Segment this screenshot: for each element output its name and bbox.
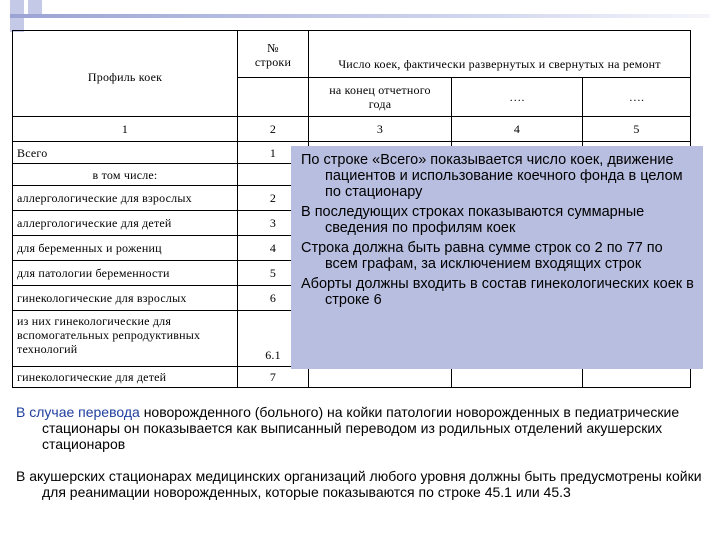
row-number: 5 <box>238 261 309 286</box>
col-number-5: 5 <box>583 117 691 142</box>
table-row: Всего <box>13 142 238 164</box>
row-number: 1 <box>238 142 309 164</box>
note-item: В последующих строках показываются суммарные сведения по профилям коек <box>301 204 645 236</box>
row-number: 7 <box>238 367 309 388</box>
table-row: гинекологические для детей <box>13 367 238 388</box>
table-row: для беременных и рожениц <box>13 236 238 261</box>
col-number-1: 1 <box>13 117 238 142</box>
table-row: гинекологические для взрослых <box>13 286 238 311</box>
transfer-highlight: В случае перевода <box>16 404 140 420</box>
row-number: 3 <box>238 211 309 236</box>
transfer-text: новорожденного (больного) на койки патологии новорожденных в педиатрические стационары он показывается как выписанный переводом из родильных отделений акушерских стационаров <box>42 404 680 452</box>
transfer-paragraph <box>16 404 706 452</box>
table-row: для патологии беременности <box>13 261 238 286</box>
row-number: 2 <box>238 186 309 211</box>
header-row-number-cont <box>238 78 309 117</box>
decor-square-1 <box>10 0 24 14</box>
resuscitation-paragraph: В акушерских стационарах медицинских организаций любого уровня должны быть предусмотрены койки для реанимации новорожденных, которые показываются по строке 45.1 или 45.3 <box>16 468 702 500</box>
col-number-2: 2 <box>238 117 309 142</box>
row-number: 6.1 <box>238 311 309 367</box>
instruction-note <box>291 146 703 369</box>
header-col5: …. <box>583 78 691 117</box>
note-item: Аборты должны входить в состав гинекологических коек в строке 6 <box>301 276 694 308</box>
header-end-of-period: на конец отчетного года <box>309 78 452 117</box>
row-number: 6 <box>238 286 309 311</box>
col-number-4: 4 <box>452 117 583 142</box>
header-col4: …. <box>452 78 583 117</box>
table-row: аллергологические для детей <box>13 211 238 236</box>
decor-square-2 <box>28 0 42 14</box>
header-row-number: № строки <box>238 31 309 78</box>
note-item: Строка должна быть равна сумме строк со 2 по 77 по всем графам, за исключением входящих строк <box>301 240 663 272</box>
header-bed-count: Число коек, фактически развернутых и свернутых на ремонт <box>309 31 691 78</box>
header-profile: Профиль коек <box>13 31 238 117</box>
row-number: 4 <box>238 236 309 261</box>
table-row: в том числе: <box>13 164 238 186</box>
table-row: из них гинекологические для вспомогательных репродуктивных технологий <box>13 311 238 367</box>
col-number-3: 3 <box>309 117 452 142</box>
decor-title-line <box>10 14 710 18</box>
note-item: По строке «Всего» показывается число коек, движение пациентов и использование коечного фонда в целом по стационару <box>301 152 683 200</box>
table-row: аллергологические для взрослых <box>13 186 238 211</box>
